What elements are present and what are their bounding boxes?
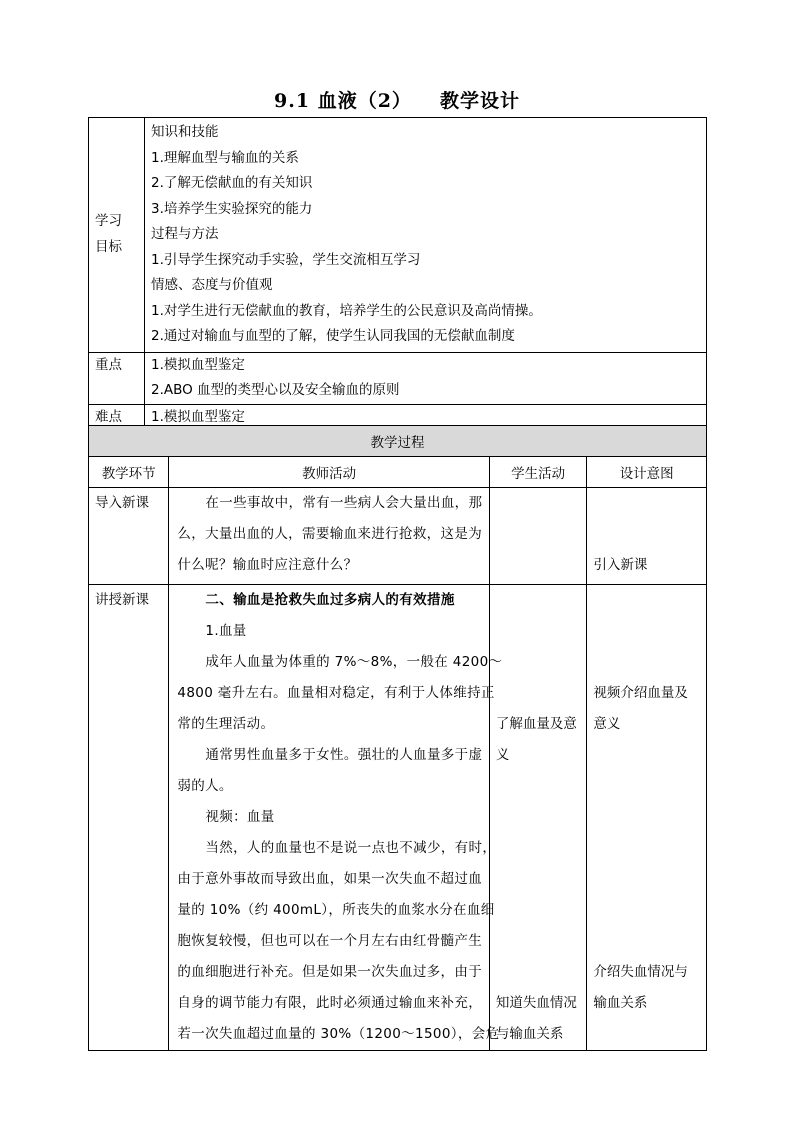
objectives-label-line2: 目标 (95, 238, 122, 255)
intro-intent (587, 488, 707, 585)
column-header-intent: 设计意图 (587, 457, 707, 488)
teacher-line: 通常男性血量多于女性。强壮的人血量多于虚 (205, 747, 483, 763)
intent-1 (593, 678, 688, 740)
column-header-teacher: 教师活动 (169, 457, 490, 488)
student-line: 知道失血情况 (495, 995, 577, 1011)
student-line: 了解血量及意 (495, 716, 577, 732)
intent-line: 意义 (593, 716, 621, 732)
keypoint-line: 1.模拟血型鉴定 (151, 356, 245, 373)
process-header: 教学过程 (89, 426, 707, 457)
student-line: 义 (495, 747, 510, 763)
keypoints-label (89, 352, 145, 404)
process-column-headers (89, 457, 707, 488)
objective-line: 过程与方法 (151, 226, 219, 242)
document-title (0, 86, 794, 113)
objective-line: 2.通过对输血与血型的了解，使学生认同我国的无偿献血制度 (151, 328, 515, 344)
teacher-line: 自身的调节能力有限，此时必须通过输血来补充， (177, 995, 483, 1011)
title-left: 9.1 血液（2） (274, 90, 412, 112)
intent-line: 介绍失血情况与 (593, 964, 688, 980)
intent-line: 输血关系 (593, 995, 648, 1011)
lecture-student (489, 585, 586, 1051)
teacher-line: 若一次失血超过血量的 30%（1200～1500），会危 (177, 1026, 500, 1042)
intro-stage-text: 导入新课 (95, 495, 149, 511)
title-right: 教学设计 (439, 90, 520, 112)
column-header-stage: 教学环节 (89, 457, 169, 488)
objectives-label (89, 118, 145, 353)
difficulty-line: 1.模拟血型鉴定 (151, 408, 245, 425)
teacher-line: 视频：血量 (205, 809, 275, 825)
objective-line: 知识和技能 (151, 124, 219, 140)
teacher-line: 胞恢复较慢，但也可以在一个月左右由红骨髓产生 (177, 933, 483, 949)
objective-line: 1.对学生进行无偿献血的教育，培养学生的公民意识及高尚情操。 (151, 302, 542, 319)
student-activity-1 (496, 709, 577, 771)
teacher-line: 什么呢？输血时应注意什么？ (177, 557, 358, 573)
teacher-line: 1.血量 (205, 623, 247, 639)
intent-line: 视频介绍血量及 (593, 685, 688, 701)
keypoints-label-text: 重点 (95, 356, 122, 373)
teacher-line: 弱的人。 (177, 778, 233, 794)
objectives-content (145, 118, 707, 353)
keypoints-row (89, 352, 707, 404)
intent-2 (593, 957, 688, 1019)
teacher-line: 二、输血是抢救失血过多病人的有效措施 (205, 592, 455, 608)
lecture-row (89, 585, 707, 1051)
intro-student (489, 488, 586, 585)
teacher-line: 么，大量出血的人，需要输血来进行抢救，这是为 (177, 526, 483, 542)
teacher-line: 成年人血量为体重的 7%～8%，一般在 4200～ (205, 654, 503, 670)
intro-teacher (169, 488, 490, 585)
objective-line: 1.引导学生探究动手实验，学生交流相互学习 (151, 251, 421, 268)
keypoint-line: 2.ABO 血型的类型心以及安全输血的原则 (151, 382, 400, 398)
objective-line: 1.理解血型与输血的关系 (151, 149, 299, 166)
objective-line: 情感、态度与价值观 (151, 277, 273, 293)
lecture-stage (89, 585, 169, 1051)
column-header-student: 学生活动 (489, 457, 586, 488)
teacher-line: 当然，人的血量也不是说一点也不减少，有时， (205, 840, 497, 856)
intro-stage (89, 488, 169, 585)
objectives-row (89, 118, 707, 353)
teacher-line: 在一些事故中，常有一些病人会大量出血，那 (205, 495, 483, 511)
difficulty-label-text: 难点 (95, 408, 122, 425)
teacher-line: 的血细胞进行补充。但是如果一次失血过多，由于 (177, 964, 483, 980)
teacher-line: 由于意外事故而导致出血，如果一次失血不超过血 (177, 871, 483, 887)
keypoints-content (145, 352, 707, 404)
lecture-intent (587, 585, 707, 1051)
objective-line: 3.培养学生实验探究的能力 (151, 200, 313, 217)
lecture-teacher (169, 585, 503, 1051)
objectives-table (88, 117, 707, 431)
teacher-line: 4800 毫升左右。血量相对稳定，有利于人体维持正 (177, 685, 495, 701)
objectives-label-line1: 学习 (95, 213, 122, 230)
student-activity-2 (496, 988, 577, 1050)
teacher-line: 量的 10%（约 400mL），所丧失的血浆水分在血细 (177, 902, 495, 918)
intro-intent-text: 引入新课 (593, 557, 648, 573)
lecture-stage-text: 讲授新课 (95, 592, 149, 608)
objective-line: 2.了解无偿献血的有关知识 (151, 175, 313, 191)
student-line: 与输血关系 (495, 1026, 564, 1042)
teacher-line: 常的生理活动。 (177, 716, 275, 732)
process-table (88, 425, 707, 1051)
intro-row (89, 488, 707, 585)
